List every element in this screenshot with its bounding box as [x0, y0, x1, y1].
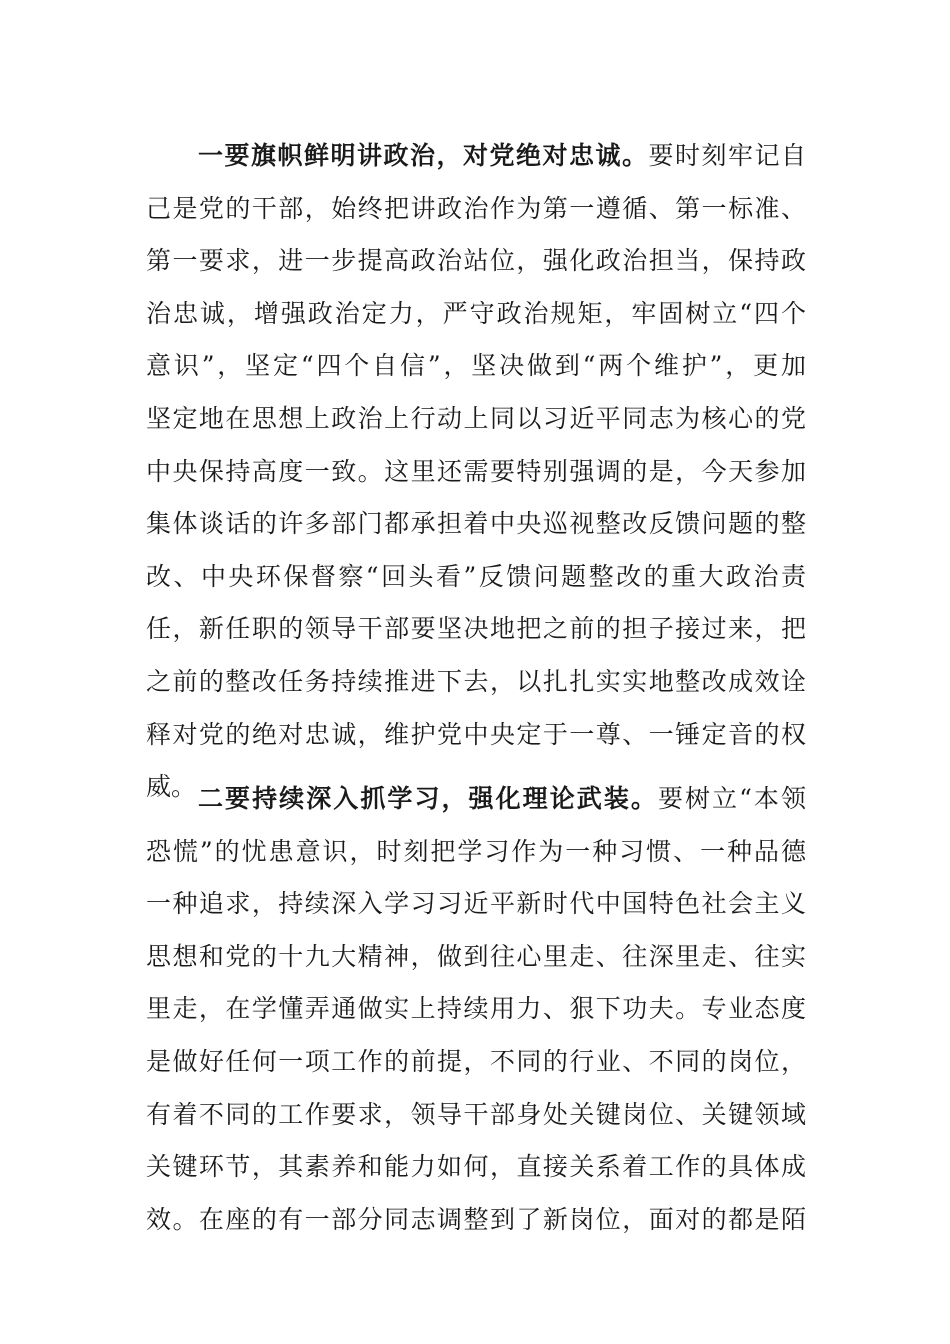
- paragraph-line: 释对党的绝对忠诚，维护党中央定于一尊、一锤定音的权: [146, 719, 806, 749]
- paragraph-first-line: [146, 777, 806, 830]
- paragraph-line: 之前的整改任务持续推进下去，以扎扎实实地整改成效诠: [146, 666, 806, 696]
- paragraph-line: 中央保持高度一致。这里还需要特别强调的是，今天参加: [146, 456, 806, 486]
- paragraph-line: 一种追求，持续深入学习习近平新时代中国特色社会主义: [146, 889, 806, 919]
- paragraph-line: 坚定地在思想上政治上行动上同以习近平同志为核心的党: [146, 403, 806, 433]
- paragraph-text: 要树立“本领: [657, 784, 806, 813]
- paragraph-line: 集体谈话的许多部门都承担着中央巡视整改反馈问题的整: [146, 509, 806, 539]
- paragraph-line: 第一要求，进一步提高政治站位，强化政治担当，保持政: [146, 246, 806, 276]
- paragraph-line: 里走，在学懂弄通做实上持续用力、狠下功夫。专业态度: [146, 994, 806, 1024]
- paragraph-text: 要时刻牢记自: [648, 141, 806, 170]
- paragraph-line: 关键环节，其素养和能力如何，直接关系着工作的具体成: [146, 1152, 806, 1182]
- paragraph-political-loyalty: [146, 134, 806, 818]
- paragraph-line: 任，新任职的领导干部要坚决地把之前的担子接过来，把: [146, 614, 806, 644]
- paragraph-line: 威。: [146, 772, 197, 802]
- paragraph-line: 意识”，坚定“四个自信”，坚决做到“两个维护”，更加: [146, 351, 806, 381]
- paragraph-line: 效。在座的有一部分同志调整到了新岗位，面对的都是陌: [146, 1204, 806, 1234]
- paragraph-heading: 一要旗帜鲜明讲政治，对党绝对忠诚。: [198, 141, 649, 170]
- paragraph-line: 治忠诚，增强政治定力，严守政治规矩，牢固树立“四个: [146, 298, 806, 328]
- paragraph-study: [146, 777, 806, 1250]
- paragraph-line: 有着不同的工作要求，领导干部身处关键岗位、关键领域: [146, 1099, 806, 1129]
- paragraph-line: 己是党的干部，始终把讲政治作为第一遵循、第一标准、: [146, 193, 806, 223]
- paragraph-line: 恐慌”的忧患意识，时刻把学习作为一种习惯、一种品德: [146, 836, 806, 866]
- paragraph-line: 改、中央环保督察“回头看”反馈问题整改的重大政治责: [146, 561, 806, 591]
- paragraph-line: 思想和党的十九大精神，做到往心里走、往深里走、往实: [146, 941, 806, 971]
- paragraph-line: 是做好任何一项工作的前提，不同的行业、不同的岗位，: [146, 1046, 806, 1076]
- paragraph-first-line: [146, 134, 806, 187]
- paragraph-heading: 二要持续深入抓学习，强化理论武装。: [198, 784, 658, 813]
